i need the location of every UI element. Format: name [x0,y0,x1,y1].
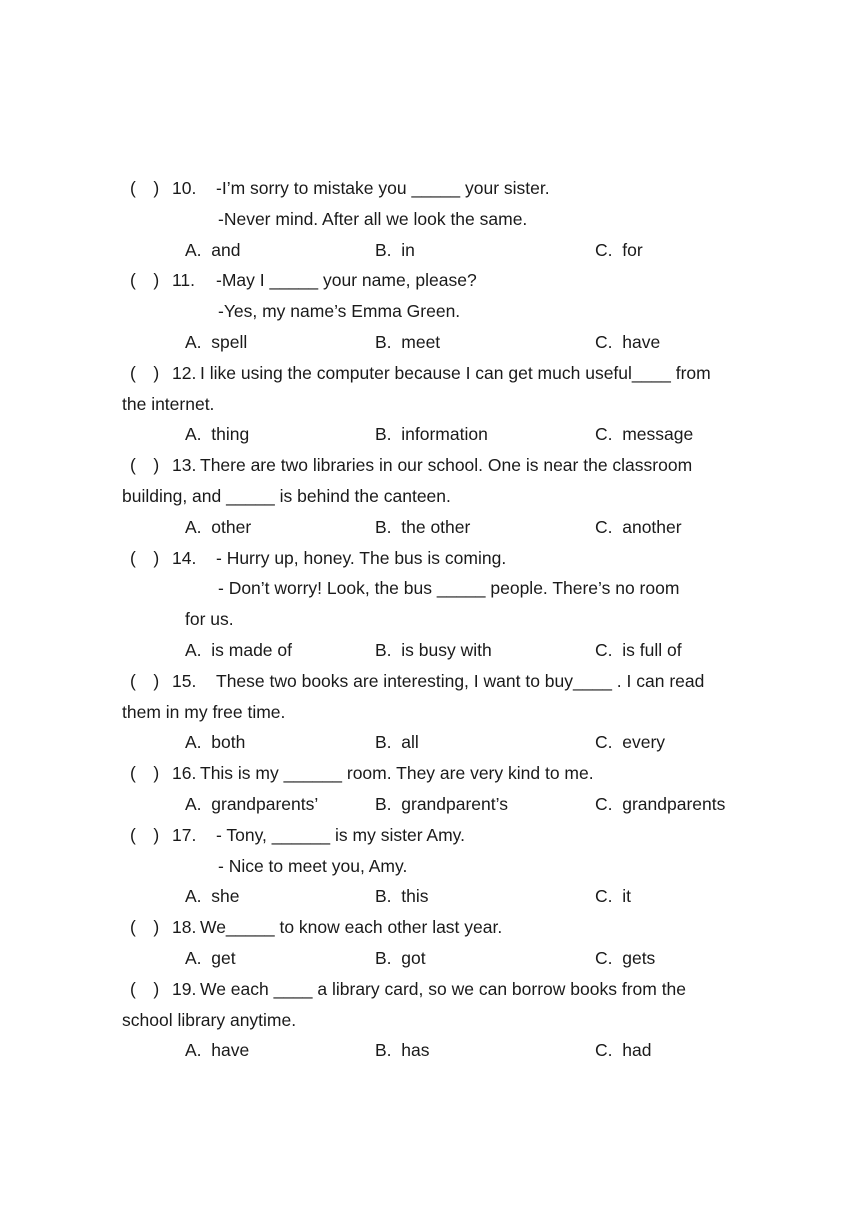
answer-bracket: ( ) [130,671,160,691]
option-c: C. for [595,240,643,260]
answer-bracket: ( ) [130,178,160,198]
question-text: This is my ______ room. They are very kind to me. [200,763,594,783]
option-a: A. grandparents’ [185,794,319,814]
question-text-line: them in my free time. [122,702,286,722]
question-text-line: -Never mind. After all we look the same. [218,209,528,229]
question-text: - Tony, ______ is my sister Amy. [216,825,465,845]
question-text-line: - Nice to meet you, Amy. [218,856,408,876]
option-b: B. meet [375,332,441,352]
option-a: A. spell [185,332,248,352]
question-number: 17. [172,825,197,845]
option-c: C. is full of [595,640,682,660]
question-number: 12. [172,363,197,383]
question-text-line: for us. [185,609,234,629]
option-b: B. is busy with [375,640,492,660]
question-text: We each ____ a library card, so we can borrow books from the [200,979,687,999]
answer-bracket: ( ) [130,825,160,845]
option-a: A. get [185,948,236,968]
question-text-line: building, and _____ is behind the canteen. [122,486,451,506]
option-c: C. had [595,1040,652,1060]
question-text: -I’m sorry to mistake you _____ your sister. [216,178,550,198]
question-text: There are two libraries in our school. One is near the classroom [200,455,693,475]
answer-bracket: ( ) [130,548,160,568]
option-a: A. both [185,732,246,752]
question-number: 11. [172,270,196,290]
question-text-line: - Don’t worry! Look, the bus _____ people. There’s no room [218,578,680,598]
option-b: B. the other [375,517,471,537]
option-c: C. it [595,886,631,906]
answer-bracket: ( ) [130,979,160,999]
option-b: B. got [375,948,426,968]
option-a: A. is made of [185,640,292,660]
answer-bracket: ( ) [130,917,160,937]
question-number: 18. [172,917,197,937]
question-number: 16. [172,763,197,783]
question-text: These two books are interesting, I want to buy____ . I can read [216,671,705,691]
option-a: A. have [185,1040,250,1060]
option-b: B. this [375,886,429,906]
option-c: C. another [595,517,682,537]
question-text: - Hurry up, honey. The bus is coming. [216,548,507,568]
question-number: 15. [172,671,197,691]
option-c: C. message [595,424,694,444]
option-a: A. thing [185,424,250,444]
question-text: -May I _____ your name, please? [216,270,477,290]
option-a: A. other [185,517,252,537]
answer-bracket: ( ) [130,363,160,383]
option-c: C. grandparents [595,794,726,814]
option-b: B. information [375,424,488,444]
question-number: 14. [172,548,197,568]
answer-bracket: ( ) [130,455,160,475]
option-b: B. all [375,732,419,752]
question-text-line: the internet. [122,394,215,414]
option-b: B. grandparent’s [375,794,508,814]
option-c: C. have [595,332,661,352]
question-text-line: school library anytime. [122,1010,297,1030]
option-b: B. has [375,1040,430,1060]
question-text: We_____ to know each other last year. [200,917,503,937]
option-c: C. every [595,732,666,752]
question-number: 19. [172,979,197,999]
answer-bracket: ( ) [130,270,160,290]
option-a: A. and [185,240,241,260]
question-text-line: -Yes, my name’s Emma Green. [218,301,461,321]
answer-bracket: ( ) [130,763,160,783]
option-b: B. in [375,240,415,260]
option-c: C. gets [595,948,656,968]
question-number: 13. [172,455,197,475]
question-text: I like using the computer because I can get much useful____ from [200,363,711,383]
option-a: A. she [185,886,240,906]
question-number: 10. [172,178,197,198]
